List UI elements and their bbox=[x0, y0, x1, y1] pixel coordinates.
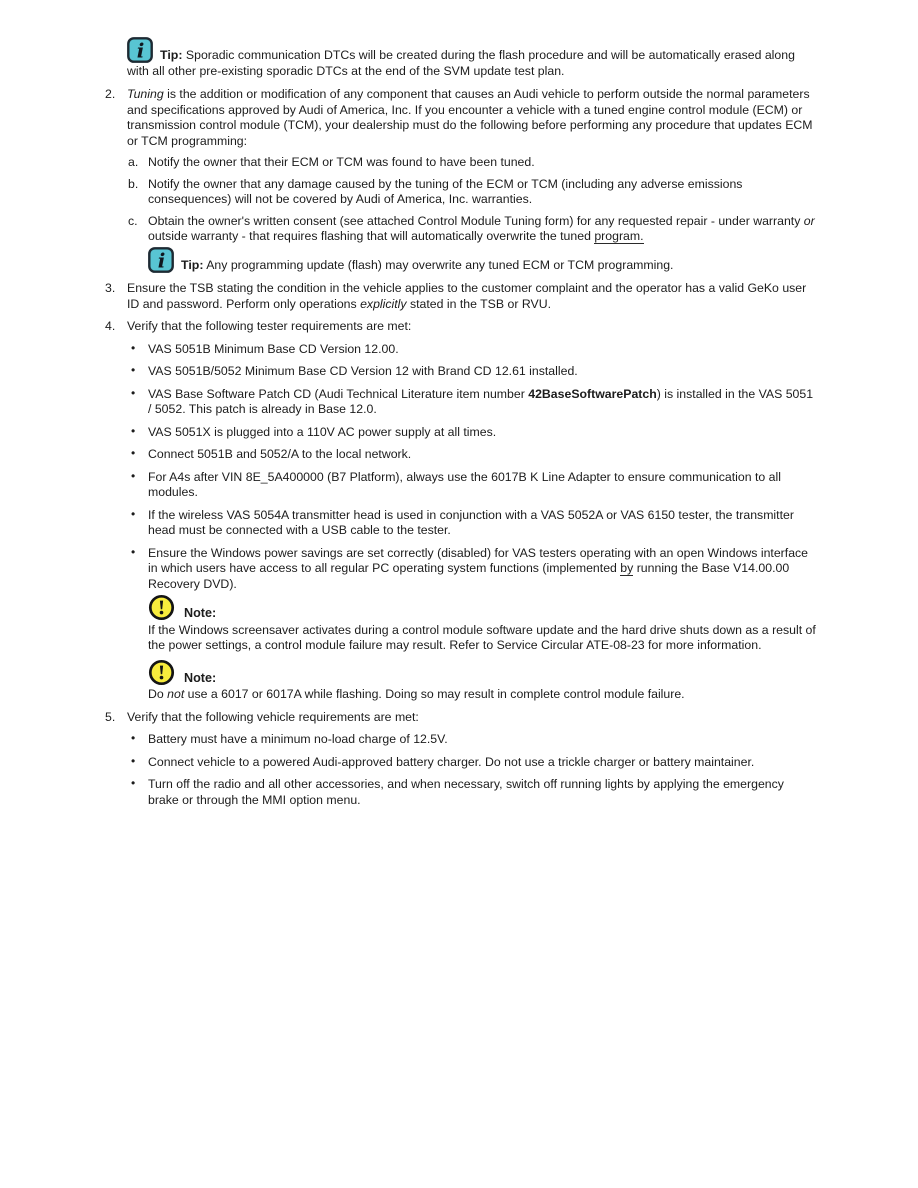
list-item-2 bbox=[105, 87, 817, 273]
sub-item-a bbox=[128, 155, 817, 171]
sub-item-b bbox=[128, 176, 817, 208]
tip-callout-2 bbox=[148, 247, 817, 274]
tip-label: Tip: bbox=[160, 48, 183, 62]
note-callout-2 bbox=[148, 659, 817, 703]
bullet-icon: • bbox=[131, 776, 136, 790]
bullet-icon: • bbox=[131, 731, 136, 745]
note-heading bbox=[148, 659, 817, 687]
list-marker: c. bbox=[128, 213, 138, 228]
sub-item-c bbox=[128, 213, 817, 274]
item-5-heading: Verify that the following vehicle requirements are met: bbox=[127, 709, 419, 724]
bullet-text: VAS Base Software Patch CD (Audi Technical Literature item number 42BaseSoftwarePatch) is installed in the VAS 5051 / 5052. This patch is already in Base 12.0. bbox=[148, 386, 814, 416]
bullet-icon: • bbox=[131, 544, 136, 559]
item-3-paragraph: Ensure the TSB stating the condition in the vehicle applies to the customer complaint and the operator has a valid GeKo user ID and password. Perform only operations explicitly stated in the TSB or RVU. bbox=[127, 281, 807, 311]
tester-requirements-list bbox=[131, 340, 817, 593]
bullet-icon: • bbox=[131, 753, 136, 768]
bullet-text: VAS 5051B Minimum Base CD Version 12.00. bbox=[148, 341, 399, 356]
bullet-text: Turn off the radio and all other accessories, and when necessary, switch off running lights by applying the emergency brake or through the MMI option menu. bbox=[148, 777, 784, 807]
list-item bbox=[131, 446, 817, 463]
tip-label: Tip: bbox=[181, 257, 204, 272]
note-warning-icon bbox=[148, 594, 175, 621]
note-callout-1 bbox=[148, 594, 817, 654]
list-item bbox=[131, 544, 817, 593]
bullet-text: VAS 5051B/5052 Minimum Base CD Version 12 with Brand CD 12.61 installed. bbox=[148, 364, 578, 378]
list-item bbox=[131, 363, 817, 380]
note-text: If the Windows screensaver activates during a control module software update and the hard drive shuts down as a result of the power settings, a control module failure may result. Refer to Service Circular ATE-08-23 for more information. bbox=[148, 622, 816, 652]
bullet-icon: • bbox=[131, 385, 136, 400]
list-marker: 3. bbox=[105, 281, 116, 295]
bullet-text: Connect vehicle to a powered Audi-approved battery charger. Do not use a trickle charger or battery maintainer. bbox=[148, 754, 755, 769]
note-text: Do not use a 6017 or 6017A while flashing. Doing so may result in complete control module failure. bbox=[148, 687, 685, 701]
list-item-3 bbox=[105, 281, 817, 312]
bullet-text: For A4s after VIN 8E_5A400000 (B7 Platform), always use the 6017B K Line Adapter to ensure communication to all modules. bbox=[148, 469, 781, 499]
list-item-4 bbox=[105, 319, 817, 703]
list-marker: 5. bbox=[105, 709, 116, 724]
list-marker: a. bbox=[128, 155, 139, 169]
bullet-text: VAS 5051X is plugged into a 110V AC power supply at all times. bbox=[148, 424, 497, 439]
list-item bbox=[131, 423, 817, 441]
bullet-text: Connect 5051B and 5052/A to the local network. bbox=[148, 447, 412, 461]
item-2-lead-italic: Tuning bbox=[127, 87, 164, 101]
bullet-text: If the wireless VAS 5054A transmitter head is used in conjunction with a VAS 5052A or VAS 6150 tester, the transmitter head must be connected with a USB cable to the tester. bbox=[148, 507, 794, 537]
list-item bbox=[131, 776, 817, 808]
list-item bbox=[131, 340, 817, 358]
list-marker: 2. bbox=[105, 87, 116, 101]
note-heading bbox=[148, 594, 817, 622]
info-tip-icon bbox=[148, 247, 174, 273]
list-item bbox=[131, 731, 817, 748]
bullet-text: Battery must have a minimum no-load charge of 12.5V. bbox=[148, 732, 448, 746]
document-content bbox=[105, 37, 817, 815]
svg-text:i: i bbox=[136, 38, 145, 63]
bullet-text: Ensure the Windows power savings are set correctly (disabled) for VAS testers operating with an open Windows interface in which users have access to all regular PC operating system functions (implemented by running the Base V14.00.00 Recovery DVD). bbox=[148, 545, 809, 591]
tip-text: Any programming update (flash) may overwrite any tuned ECM or TCM programming. bbox=[206, 257, 674, 272]
bullet-icon: • bbox=[131, 506, 136, 521]
bullet-icon: • bbox=[131, 340, 136, 355]
item-4-heading: Verify that the following tester requirements are met: bbox=[127, 319, 412, 333]
sub-item-b-text: Notify the owner that any damage caused by the tuning of the ECM or TCM (including any adverse emissions consequences) will not be covered by Audi of America, Inc. warranties. bbox=[148, 176, 743, 206]
note-warning-icon bbox=[148, 659, 175, 686]
sub-item-a-text: Notify the owner that their ECM or TCM was found to have been tuned. bbox=[148, 155, 535, 169]
list-item bbox=[131, 468, 817, 501]
list-item bbox=[131, 506, 817, 539]
item-2-paragraph: Tuning is the addition or modification of any component that causes an Audi vehicle to perform outside the normal parameters and specifications approved by Audi of America, Inc. If you encounter a vehicle with a tuned engine control module (ECM) or transmission control module (TCM), your dealership must do the following before performing any procedure that updates ECM or TCM programming: bbox=[127, 87, 813, 148]
tip-text: Sporadic communication DTCs will be created during the flash procedure and will be automatically erased along with all other pre-existing sporadic DTCs at the end of the SVM update test plan. bbox=[127, 48, 795, 78]
bullet-icon: • bbox=[131, 423, 136, 438]
bullet-icon: • bbox=[131, 468, 136, 483]
sub-item-c-text: Obtain the owner's written consent (see attached Control Module Tuning form) for any requested repair - under warranty or outside warranty - that requires flashing that will automatically overwrite the tuned program. bbox=[148, 213, 815, 243]
svg-text:i: i bbox=[157, 248, 166, 272]
info-tip-icon bbox=[127, 37, 153, 63]
list-item bbox=[131, 753, 817, 771]
bullet-icon: • bbox=[131, 446, 136, 460]
note-label: Note: bbox=[184, 670, 217, 685]
list-marker: b. bbox=[128, 176, 139, 191]
tip-callout-1 bbox=[127, 37, 817, 79]
vehicle-requirements-list bbox=[131, 731, 817, 808]
list-item-5 bbox=[105, 709, 817, 809]
bullet-icon: • bbox=[131, 363, 136, 377]
list-marker: 4. bbox=[105, 319, 116, 333]
list-item bbox=[131, 385, 817, 418]
tip-1-paragraph bbox=[127, 37, 817, 79]
note-label: Note: bbox=[184, 606, 217, 620]
